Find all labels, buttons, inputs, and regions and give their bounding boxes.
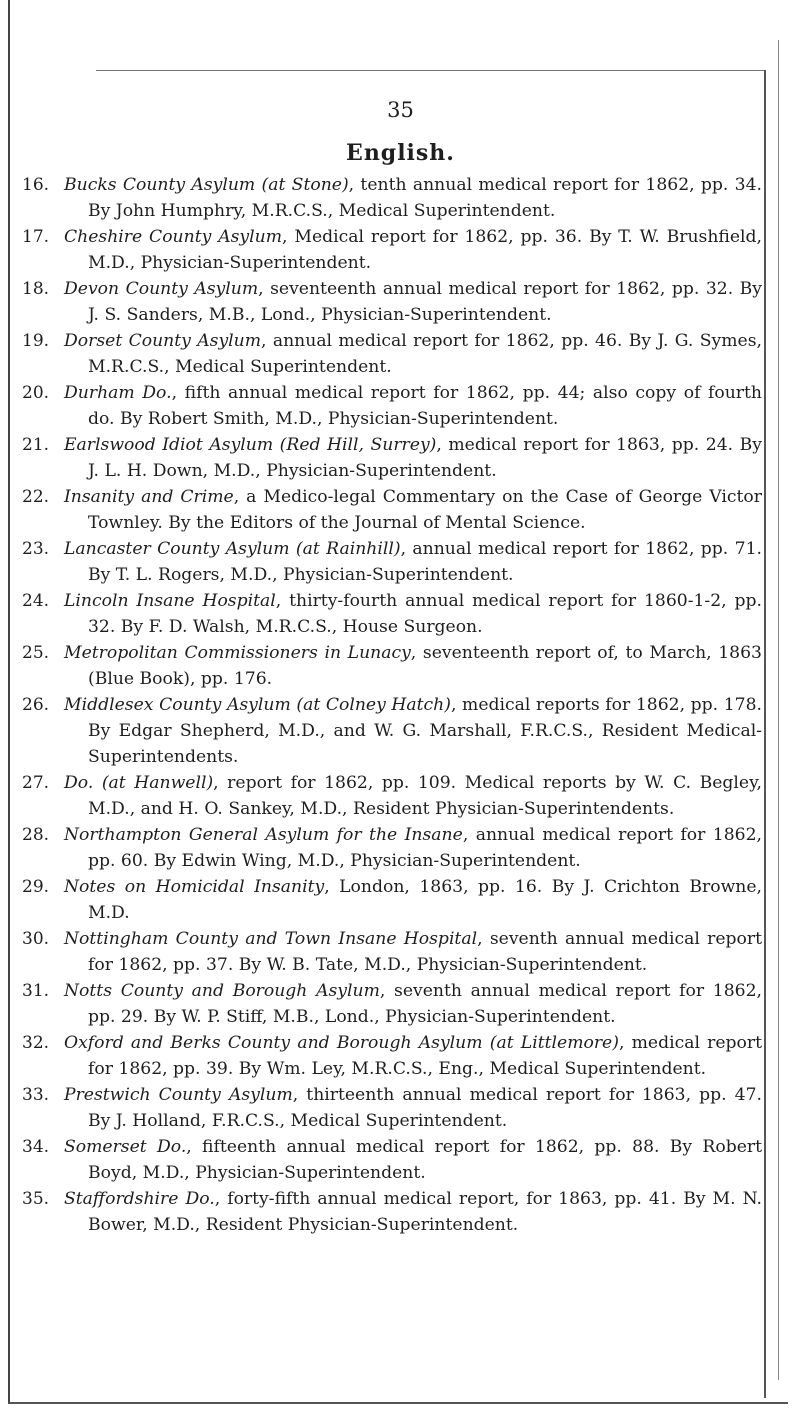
list-item: [22, 874, 762, 926]
entry-title: Metropolitan Commissioners in Lunacy: [64, 643, 411, 663]
entry-number: 34.: [22, 1137, 50, 1157]
entry-body: , fifth annual medical report for 1862, pp. 44; also copy of fourth do. By Robert Smith, M.D., Physician-Superintendent.: [88, 383, 762, 429]
entry-body: , seventeenth annual medical report for 1862, pp. 32. By J. S. Sanders, M.B., Lond., Physician-Superintendent.: [88, 279, 762, 325]
entry-text: [64, 380, 762, 432]
list-item: [22, 328, 762, 380]
entry-title: Durham Do.: [64, 383, 172, 403]
entry-body: , fifteenth annual medical report for 1862, pp. 88. By Robert Boyd, M.D., Physician-Superintendent.: [88, 1137, 762, 1183]
entry-text: [64, 692, 762, 770]
list-item: [22, 1030, 762, 1082]
entry-number: 32.: [22, 1033, 50, 1053]
page-number: 35: [387, 98, 414, 122]
section-heading: English.: [346, 140, 455, 166]
entry-text: [64, 1186, 762, 1238]
entry-text: [64, 1030, 762, 1082]
entry-body: , annual medical report for 1862, pp. 71. By T. L. Rogers, M.D., Physician-Superintendent.: [88, 539, 762, 585]
entry-body: , annual medical report for 1862, pp. 46. By J. G. Symes, M.R.C.S., Medical Superintendent.: [88, 331, 762, 377]
entry-text: [64, 978, 762, 1030]
entry-title: Middlesex County Asylum (at Colney Hatch): [64, 695, 451, 715]
list-item: [22, 1082, 762, 1134]
entry-title: Devon County Asylum: [64, 279, 259, 299]
entry-number: 16.: [22, 175, 50, 195]
entry-title: Nottingham County and Town Insane Hospital: [64, 929, 478, 949]
entry-number: 25.: [22, 643, 50, 663]
entry-number: 33.: [22, 1085, 50, 1105]
entry-number: 26.: [22, 695, 50, 715]
entry-title: Oxford and Berks County and Borough Asylum (at Littlemore): [64, 1033, 619, 1053]
list-item: [22, 432, 762, 484]
list-item: [22, 536, 762, 588]
list-item: [22, 224, 762, 276]
list-item: [22, 822, 762, 874]
entry-number: 30.: [22, 929, 50, 949]
entry-body: , seventh annual medical report for 1862, pp. 29. By W. P. Stiff, M.B., Lond., Physician-Superintendent.: [88, 981, 762, 1027]
outer-right-rule: [778, 40, 779, 1380]
entry-text: [64, 588, 762, 640]
entry-body: , forty-fifth annual medical report, for 1863, pp. 41. By M. N. Bower, M.D., Resident Physician-Superintendent.: [88, 1189, 763, 1235]
entry-title: Insanity and Crime: [64, 487, 234, 507]
list-item: [22, 588, 762, 640]
entry-text: [64, 224, 762, 276]
entry-body: , seventeenth report of, to March, 1863 (Blue Book), pp. 176.: [88, 643, 762, 689]
entry-text: [64, 536, 762, 588]
list-item: [22, 1186, 762, 1238]
entry-text: [64, 770, 762, 822]
entry-number: 22.: [22, 487, 50, 507]
entry-body: , seventh annual medical report for 1862, pp. 37. By W. B. Tate, M.D., Physician-Superintendent.: [88, 929, 762, 975]
top-rule: [96, 70, 764, 71]
list-item: [22, 484, 762, 536]
entry-title: Northampton General Asylum for the Insane: [64, 825, 463, 845]
entry-text: [64, 640, 762, 692]
entry-title: Lincoln Insane Hospital: [64, 591, 276, 611]
entry-body: , London, 1863, pp. 16. By J. Crichton Browne, M.D.: [88, 877, 762, 923]
entry-title: Bucks County Asylum (at Stone): [64, 175, 349, 195]
entry-number: 17.: [22, 227, 50, 247]
entry-number: 35.: [22, 1189, 50, 1209]
entry-title: Staffordshire Do.: [64, 1189, 215, 1209]
entry-text: [64, 328, 762, 380]
entry-body: , a Medico-legal Commentary on the Case of George Victor Townley. By the Editors of the Journal of Mental Science.: [88, 487, 762, 533]
entry-body: , thirteenth annual medical report for 1863, pp. 47. By J. Holland, F.R.C.S., Medical Superintendent.: [88, 1085, 762, 1131]
entry-text: [64, 172, 762, 224]
entry-title: Prestwich County Asylum: [64, 1085, 293, 1105]
list-item: [22, 770, 762, 822]
list-item: [22, 978, 762, 1030]
list-item: [22, 172, 762, 224]
entry-text: [64, 874, 762, 926]
entry-number: 23.: [22, 539, 50, 559]
entry-title: Notts County and Borough Asylum: [64, 981, 380, 1001]
list-item: [22, 1134, 762, 1186]
entry-number: 18.: [22, 279, 50, 299]
list-item: [22, 692, 762, 770]
entry-number: 21.: [22, 435, 50, 455]
entry-text: [64, 1082, 762, 1134]
entry-title: Lancaster County Asylum (at Rainhill): [64, 539, 401, 559]
entry-body: , medical report for 1862, pp. 39. By Wm. Ley, M.R.C.S., Eng., Medical Superintendent.: [88, 1033, 762, 1079]
entry-body: , report for 1862, pp. 109. Medical reports by W. C. Begley, M.D., and H. O. Sankey, M.D., Resident Physician-Superintendents.: [88, 773, 762, 819]
entry-text: [64, 822, 762, 874]
entry-text: [64, 432, 762, 484]
entry-number: 20.: [22, 383, 50, 403]
entry-title: Dorset County Asylum: [64, 331, 262, 351]
list-item: [22, 380, 762, 432]
entry-text: [64, 484, 762, 536]
list-item: [22, 640, 762, 692]
entry-title: Cheshire County Asylum: [64, 227, 282, 247]
entry-number: 28.: [22, 825, 50, 845]
entry-title: Somerset Do.: [64, 1137, 187, 1157]
entry-text: [64, 276, 762, 328]
entry-number: 24.: [22, 591, 50, 611]
entry-body: , Medical report for 1862, pp. 36. By T. W. Brushfield, M.D., Physician-Superintendent.: [88, 227, 763, 273]
entry-number: 27.: [22, 773, 50, 793]
entry-title: Notes on Homicidal Insanity: [64, 877, 325, 897]
entry-number: 31.: [22, 981, 50, 1001]
entry-text: [64, 1134, 762, 1186]
list-item: [22, 926, 762, 978]
entry-title: Do. (at Hanwell): [64, 773, 214, 793]
entry-body: , thirty-fourth annual medical report for 1860-1-2, pp. 32. By F. D. Walsh, M.R.C.S., House Surgeon.: [88, 591, 762, 637]
entry-text: [64, 926, 762, 978]
entry-body: , annual medical report for 1862, pp. 60. By Edwin Wing, M.D., Physician-Superintendent.: [88, 825, 763, 871]
entry-number: 19.: [22, 331, 50, 351]
entry-body: , medical report for 1863, pp. 24. By J. L. H. Down, M.D., Physician-Superintendent.: [88, 435, 762, 481]
right-rule: [764, 70, 766, 1398]
entry-body: , tenth annual medical report for 1862, pp. 34. By John Humphry, M.R.C.S., Medical Superintendent.: [88, 175, 762, 221]
entry-title: Earlswood Idiot Asylum (Red Hill, Surrey): [64, 435, 437, 455]
entry-number: 29.: [22, 877, 50, 897]
list-item: [22, 276, 762, 328]
entry-list: [22, 172, 762, 1238]
entry-body: , medical reports for 1862, pp. 178. By Edgar Shepherd, M.D., and W. G. Marshall, F.R.C.S., Resident Medical-Superintendents.: [88, 695, 762, 767]
